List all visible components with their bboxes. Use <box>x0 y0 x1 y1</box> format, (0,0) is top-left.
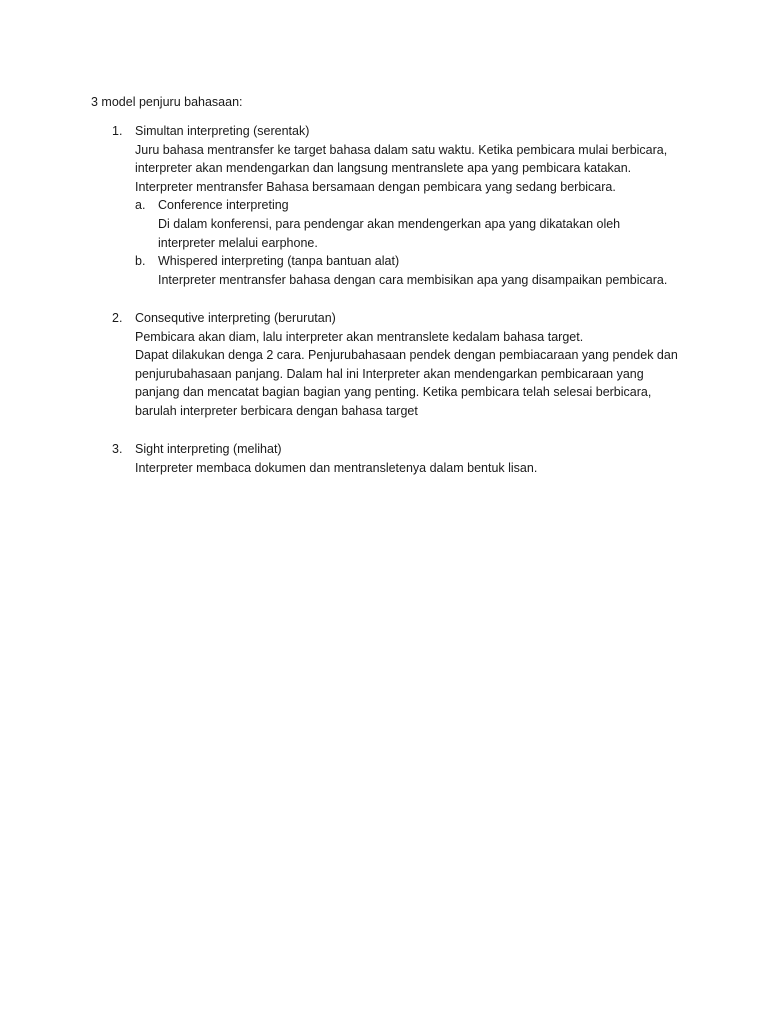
list-item-heading: Simultan interpreting (serentak) <box>135 124 310 138</box>
paragraph-line: Di dalam konferensi, para pendengar akan mendengerkan apa yang dikatakan oleh <box>158 216 621 231</box>
sublist-letter: b. <box>135 254 146 269</box>
paragraph-line: Juru bahasa mentransfer ke target bahasa dalam satu waktu. Ketika pembicara mulai berbicara, <box>135 142 668 157</box>
sublist-item-whispered <box>135 252 692 289</box>
paragraph-line: interpreter melalui earphone. <box>158 235 318 250</box>
sublist-letter: a. <box>135 198 146 213</box>
list-number: 3. <box>112 442 123 456</box>
list-item-simultan <box>112 122 692 289</box>
paragraph-line: Interpreter membaca dokumen dan mentransletenya dalam bentuk lisan. <box>135 460 538 475</box>
list-item-body <box>112 309 692 421</box>
sublist-item-heading: Conference interpreting <box>158 198 289 213</box>
paragraph-line: panjang dan mencatat bagian bagian yang penting. Ketika pembicara telah selesai berbicara, <box>135 385 652 400</box>
sublist-item-heading: Whispered interpreting (tanpa bantuan alat) <box>158 254 400 269</box>
list-number: 2. <box>112 311 123 325</box>
paragraph-line: penjurubahasaan panjang. Dalam hal ini Interpreter akan mendengarkan pembicaraan yang <box>135 366 644 381</box>
list-item-heading: Sight interpreting (melihat) <box>135 442 282 456</box>
paragraph-line: barulah interpreter berbicara dengan bahasa target <box>135 403 418 418</box>
paragraph-line: Pembicara akan diam, lalu interpreter akan mentranslete kedalam bahasa target. <box>135 329 584 344</box>
list-item-body <box>112 122 692 289</box>
document-title: 3 model penjuru bahasaan: <box>91 95 243 109</box>
sublist-item-conference <box>135 196 692 252</box>
list-item-sight <box>112 440 692 477</box>
list-number: 1. <box>112 124 123 138</box>
paragraph-line: Interpreter mentransfer Bahasa bersamaan dengan pembicara yang sedang berbicara. <box>135 179 616 194</box>
list-item-body <box>112 440 692 477</box>
list-item-consecutive <box>112 309 692 421</box>
paragraph-line: interpreter akan mendengarkan dan langsung mentranslete apa yang pembicara katakan. <box>135 161 632 176</box>
paragraph-line: Interpreter mentransfer bahasa dengan cara membisikan apa yang disampaikan pembicara. <box>158 272 668 287</box>
list-item-heading: Consequtive interpreting (berurutan) <box>135 311 336 325</box>
paragraph-line: Dapat dilakukan denga 2 cara. Penjurubahasaan pendek dengan pembiacaraan yang pendek dan <box>135 348 678 363</box>
